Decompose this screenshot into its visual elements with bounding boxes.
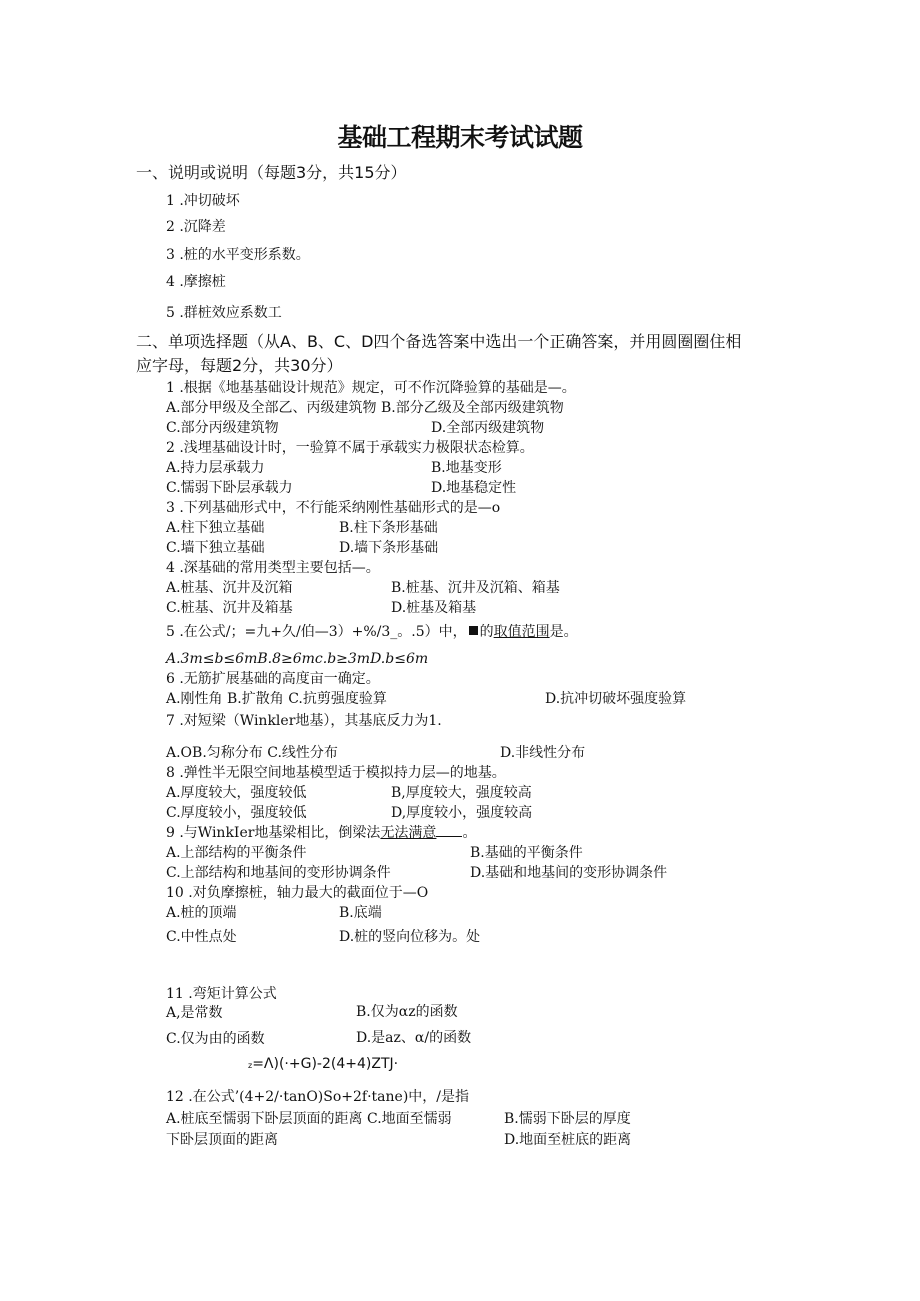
q8-option-a: A.厚度较大，强度较低 bbox=[166, 785, 307, 801]
q11-option-d: D.是az、α/的函数 bbox=[356, 1030, 472, 1046]
section2-heading-line2: 应字母，每题2分，共30分） bbox=[136, 356, 343, 375]
q8-stem: 8 .弹性半无限空间地基模型适于模拟持力层—的地基。 bbox=[166, 765, 506, 781]
q2-option-d: D.地基稳定性 bbox=[431, 480, 517, 496]
q11-option-b: B.仅为αz的函数 bbox=[356, 1004, 458, 1020]
q3-option-c: C.墙下独立基础 bbox=[166, 540, 265, 556]
q12-line1: A.桩底至懦弱下卧层顶面的距离 C.地面至懦弱 bbox=[166, 1111, 452, 1127]
q4-option-b: B.桩基、沉井及沉箱、箱基 bbox=[391, 580, 560, 596]
q2-option-a: A.持力层承载力 bbox=[166, 460, 265, 476]
q9-stem-end: 。 bbox=[462, 825, 477, 841]
filled-square-icon bbox=[469, 626, 478, 635]
q11-option-c: C.仅为由的函数 bbox=[166, 1031, 265, 1047]
q9-option-c: C.上部结构和地基间的变形协调条件 bbox=[166, 865, 391, 881]
q9-stem-text: 9 .与WinkIer地基梁相比，倒梁法 bbox=[166, 825, 381, 841]
q11-option-a: A,是常数 bbox=[166, 1005, 223, 1021]
q8-option-b: B,厚度较大，强度较高 bbox=[391, 785, 532, 801]
q4-option-c: C.桩基、沉井及箱基 bbox=[166, 600, 293, 616]
section2-heading-line1: 二、单项选择题（从A、B、C、D四个备选答案中选出一个正确答案，并用圆圈圈住相 bbox=[136, 332, 742, 351]
q8-option-c: C.厚度较小，强度较低 bbox=[166, 805, 307, 821]
exam-title: 基础工程期末考试试题 bbox=[337, 123, 583, 152]
q6-stem: 6 .无筋扩展基础的高度亩一确定。 bbox=[166, 671, 380, 687]
q4-stem: 4 .深基础的常用类型主要包括—。 bbox=[166, 560, 380, 576]
q9-option-d: D.基础和地基间的变形协调条件 bbox=[470, 865, 668, 881]
q9-option-a: A.上部结构的平衡条件 bbox=[166, 845, 307, 861]
q3-stem: 3 .下列基础形式中，不行能采纳刚性基础形式的是—o bbox=[166, 500, 501, 516]
q2-option-c: C.懦弱下卧层承载力 bbox=[166, 480, 293, 496]
q5-stem-underline: 取值范围 bbox=[493, 624, 550, 640]
q11-formula-text: =Λ)(·+G)-2(4+4)ZTJ· bbox=[252, 1056, 399, 1072]
q9-option-b: B.基础的平衡条件 bbox=[470, 845, 583, 861]
q2-stem: 2 .浅埋基础设计时，一验算不属于承载实力极限状态检算。 bbox=[166, 440, 534, 456]
section1-item-4: 4 .摩擦桩 bbox=[166, 274, 226, 290]
q5-stem-end: 是。 bbox=[549, 624, 578, 640]
q3-option-b: B.柱下条形基础 bbox=[339, 520, 438, 536]
q4-option-d: D.桩基及箱基 bbox=[391, 600, 477, 616]
q1-option-c: C.部分丙级建筑物 bbox=[166, 420, 279, 436]
q10-stem: 10 .对负摩擦桩，轴力最大的截面位于—O bbox=[166, 885, 429, 901]
q10-option-b: B.底端 bbox=[339, 905, 382, 921]
section1-item-2: 2 .沉降差 bbox=[166, 219, 226, 235]
q7-options-abc: A.OB.匀称分布 C.线性分布 bbox=[166, 745, 338, 761]
q9-stem-underline: 无法满意 bbox=[380, 825, 437, 841]
q11-formula-subscript: z bbox=[248, 1061, 253, 1070]
q8-option-d: D,厚度较小，强度较高 bbox=[391, 805, 533, 821]
q10-option-d: D.桩的竖向位移为。处 bbox=[339, 929, 481, 945]
q5-stem-text: 5 .在公式/；=九+久/伯—3）+%/3_。.5）中， bbox=[166, 624, 467, 640]
q10-option-a: A.桩的顶端 bbox=[166, 905, 237, 921]
q1-option-d: D.全部丙级建筑物 bbox=[431, 420, 545, 436]
q12-option-b: B.懦弱下卧层的厚度 bbox=[504, 1111, 631, 1127]
q5-stem-mid: 的 bbox=[479, 624, 494, 640]
q3-option-a: A.柱下独立基础 bbox=[166, 520, 265, 536]
q7-option-d: D.非线性分布 bbox=[500, 745, 586, 761]
q2-option-b: B.地基变形 bbox=[431, 460, 502, 476]
q5-stem bbox=[166, 623, 578, 641]
q6-option-d: D.抗冲切破坏强度验算 bbox=[545, 691, 687, 707]
section1-heading: 一、说明或说明（每题3分，共15分） bbox=[136, 163, 407, 182]
q4-option-a: A.桩基、沉井及沉箱 bbox=[166, 580, 293, 596]
q1-stem: 1 .根据《地基基础设计规范》规定，可不作沉降验算的基础是—。 bbox=[166, 380, 576, 396]
q5-options: A.3m≤b≤6mB.8≥6mc.b≥3mD.b≤6m bbox=[166, 651, 429, 667]
q10-option-c: C.中性点处 bbox=[166, 929, 237, 945]
q6-options-abc: A.刚性角 B.扩散角 C.抗剪强度验算 bbox=[166, 691, 387, 707]
q11-formula bbox=[248, 1055, 398, 1075]
q1-options-ab: A.部分甲级及全部乙、丙级建筑物 B.部分乙级及全部丙级建筑物 bbox=[166, 400, 564, 416]
q3-option-d: D.墙下条形基础 bbox=[339, 540, 439, 556]
q12-line2: 下卧层顶面的距离 bbox=[166, 1132, 278, 1148]
q11-stem: 11 .弯矩计算公式 bbox=[166, 986, 277, 1002]
q7-stem: 7 .对短梁（Winkler地基），其基底反力为1. bbox=[166, 713, 442, 729]
section1-item-5: 5 .群桩效应系数工 bbox=[166, 305, 282, 321]
q12-option-d: D.地面至桩底的距离 bbox=[504, 1132, 632, 1148]
q12-stem: 12 .在公式’(4+2∕·tanO)So+2f·tane)中，/是指 bbox=[166, 1089, 470, 1105]
section1-item-3: 3 .桩的水平变形系数。 bbox=[166, 247, 310, 263]
q9-stem bbox=[166, 824, 476, 842]
section1-item-1: 1 .冲切破坏 bbox=[166, 193, 240, 209]
